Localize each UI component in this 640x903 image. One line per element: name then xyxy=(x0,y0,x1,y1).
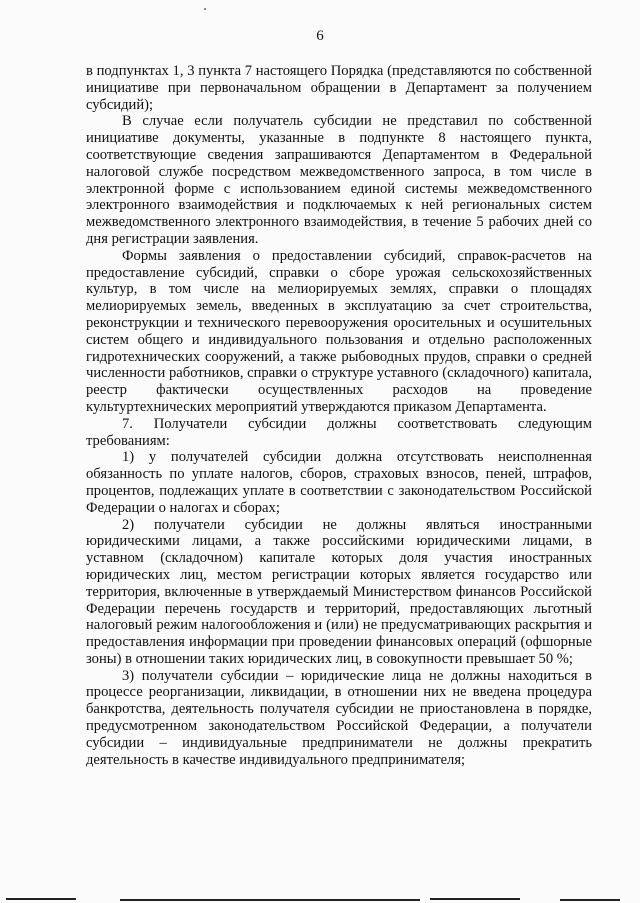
paragraph: 1) у получателей субсидии должна отсутствовать неисполненная обязанность по уплате налогов, сборов, страховых взносов, пеней, штрафов, процентов, подлежащих уплате в соответствии с законодательством Российской Федерации о налогах и сборах; xyxy=(86,449,592,516)
paragraph: 3) получатели субсидии – юридические лица не должны находиться в процессе реорганизации, ликвидации, в отношении них не введена процедура банкротства, деятельность получателя субсидии не приостановлена в порядке, предусмотренном законодательством Российской Федерации, а получатели субсидии – индивидуальные предприниматели не должны прекратить деятельность в качестве индивидуального предпринимателя; xyxy=(86,667,592,768)
page-number: 6 xyxy=(316,28,324,44)
paragraph: 7. Получатели субсидии должны соответствовать следующим требованиям: xyxy=(86,415,592,449)
paragraph: Формы заявления о предоставлении субсидий, справок-расчетов на предоставление субсидий, справки о сборе урожая сельскохозяйственных культур, в том числе на мелиорируемых землях, справки о площадях мелиорируемых земель, введенных в эксплуатацию за счет строительства, реконструкции и технического перевооружения оросительных и осушительных систем общего и индивидуального пользования и отдельно расположенных гидротехнических сооружений, а также рыбоводных прудов, справки о средней численности работников, справки о структуре уставного (складочного) капитала, реестр фактически осуществленных расходов на проведение культуртехнических мероприятий утверждаются приказом Департамента. xyxy=(86,247,592,415)
scan-bottom-edge xyxy=(0,893,640,903)
document-body xyxy=(86,63,592,768)
scan-speck xyxy=(204,8,206,10)
paragraph: В случае если получатель субсидии не представил по собственной инициативе документы, указанные в подпункте 8 настоящего пункта, соответствующие сведения запрашиваются Департаментом в Федеральной налоговой службе посредством межведомственного запроса, в том числе в электронной форме с использованием единой системы межведомственного электронного взаимодействия и подключаемых к ней региональных систем межведомственного электронного взаимодействия, в течение 5 рабочих дней со дня регистрации заявления. xyxy=(86,113,592,247)
paragraph: 2) получатели субсидии не должны являться иностранными юридическими лицами, а также российскими юридическими лицами, в уставном (складочном) капитале которых доля участия иностранных юридических лиц, местом регистрации которых является государство или территория, включенные в утверждаемый Министерством финансов Российской Федерации перечень государств и территорий, предоставляющих льготный налоговый режим налогообложения и (или) не предусматривающих раскрытия и предоставления информации при проведении финансовых операций (офшорные зоны) в отношении таких юридических лиц, в совокупности превышает 50 %; xyxy=(86,516,592,667)
paragraph: в подпунктах 1, 3 пункта 7 настоящего Порядка (представляются по собственной инициативе при первоначальном обращении в Департамент за получением субсидий); xyxy=(86,63,592,113)
